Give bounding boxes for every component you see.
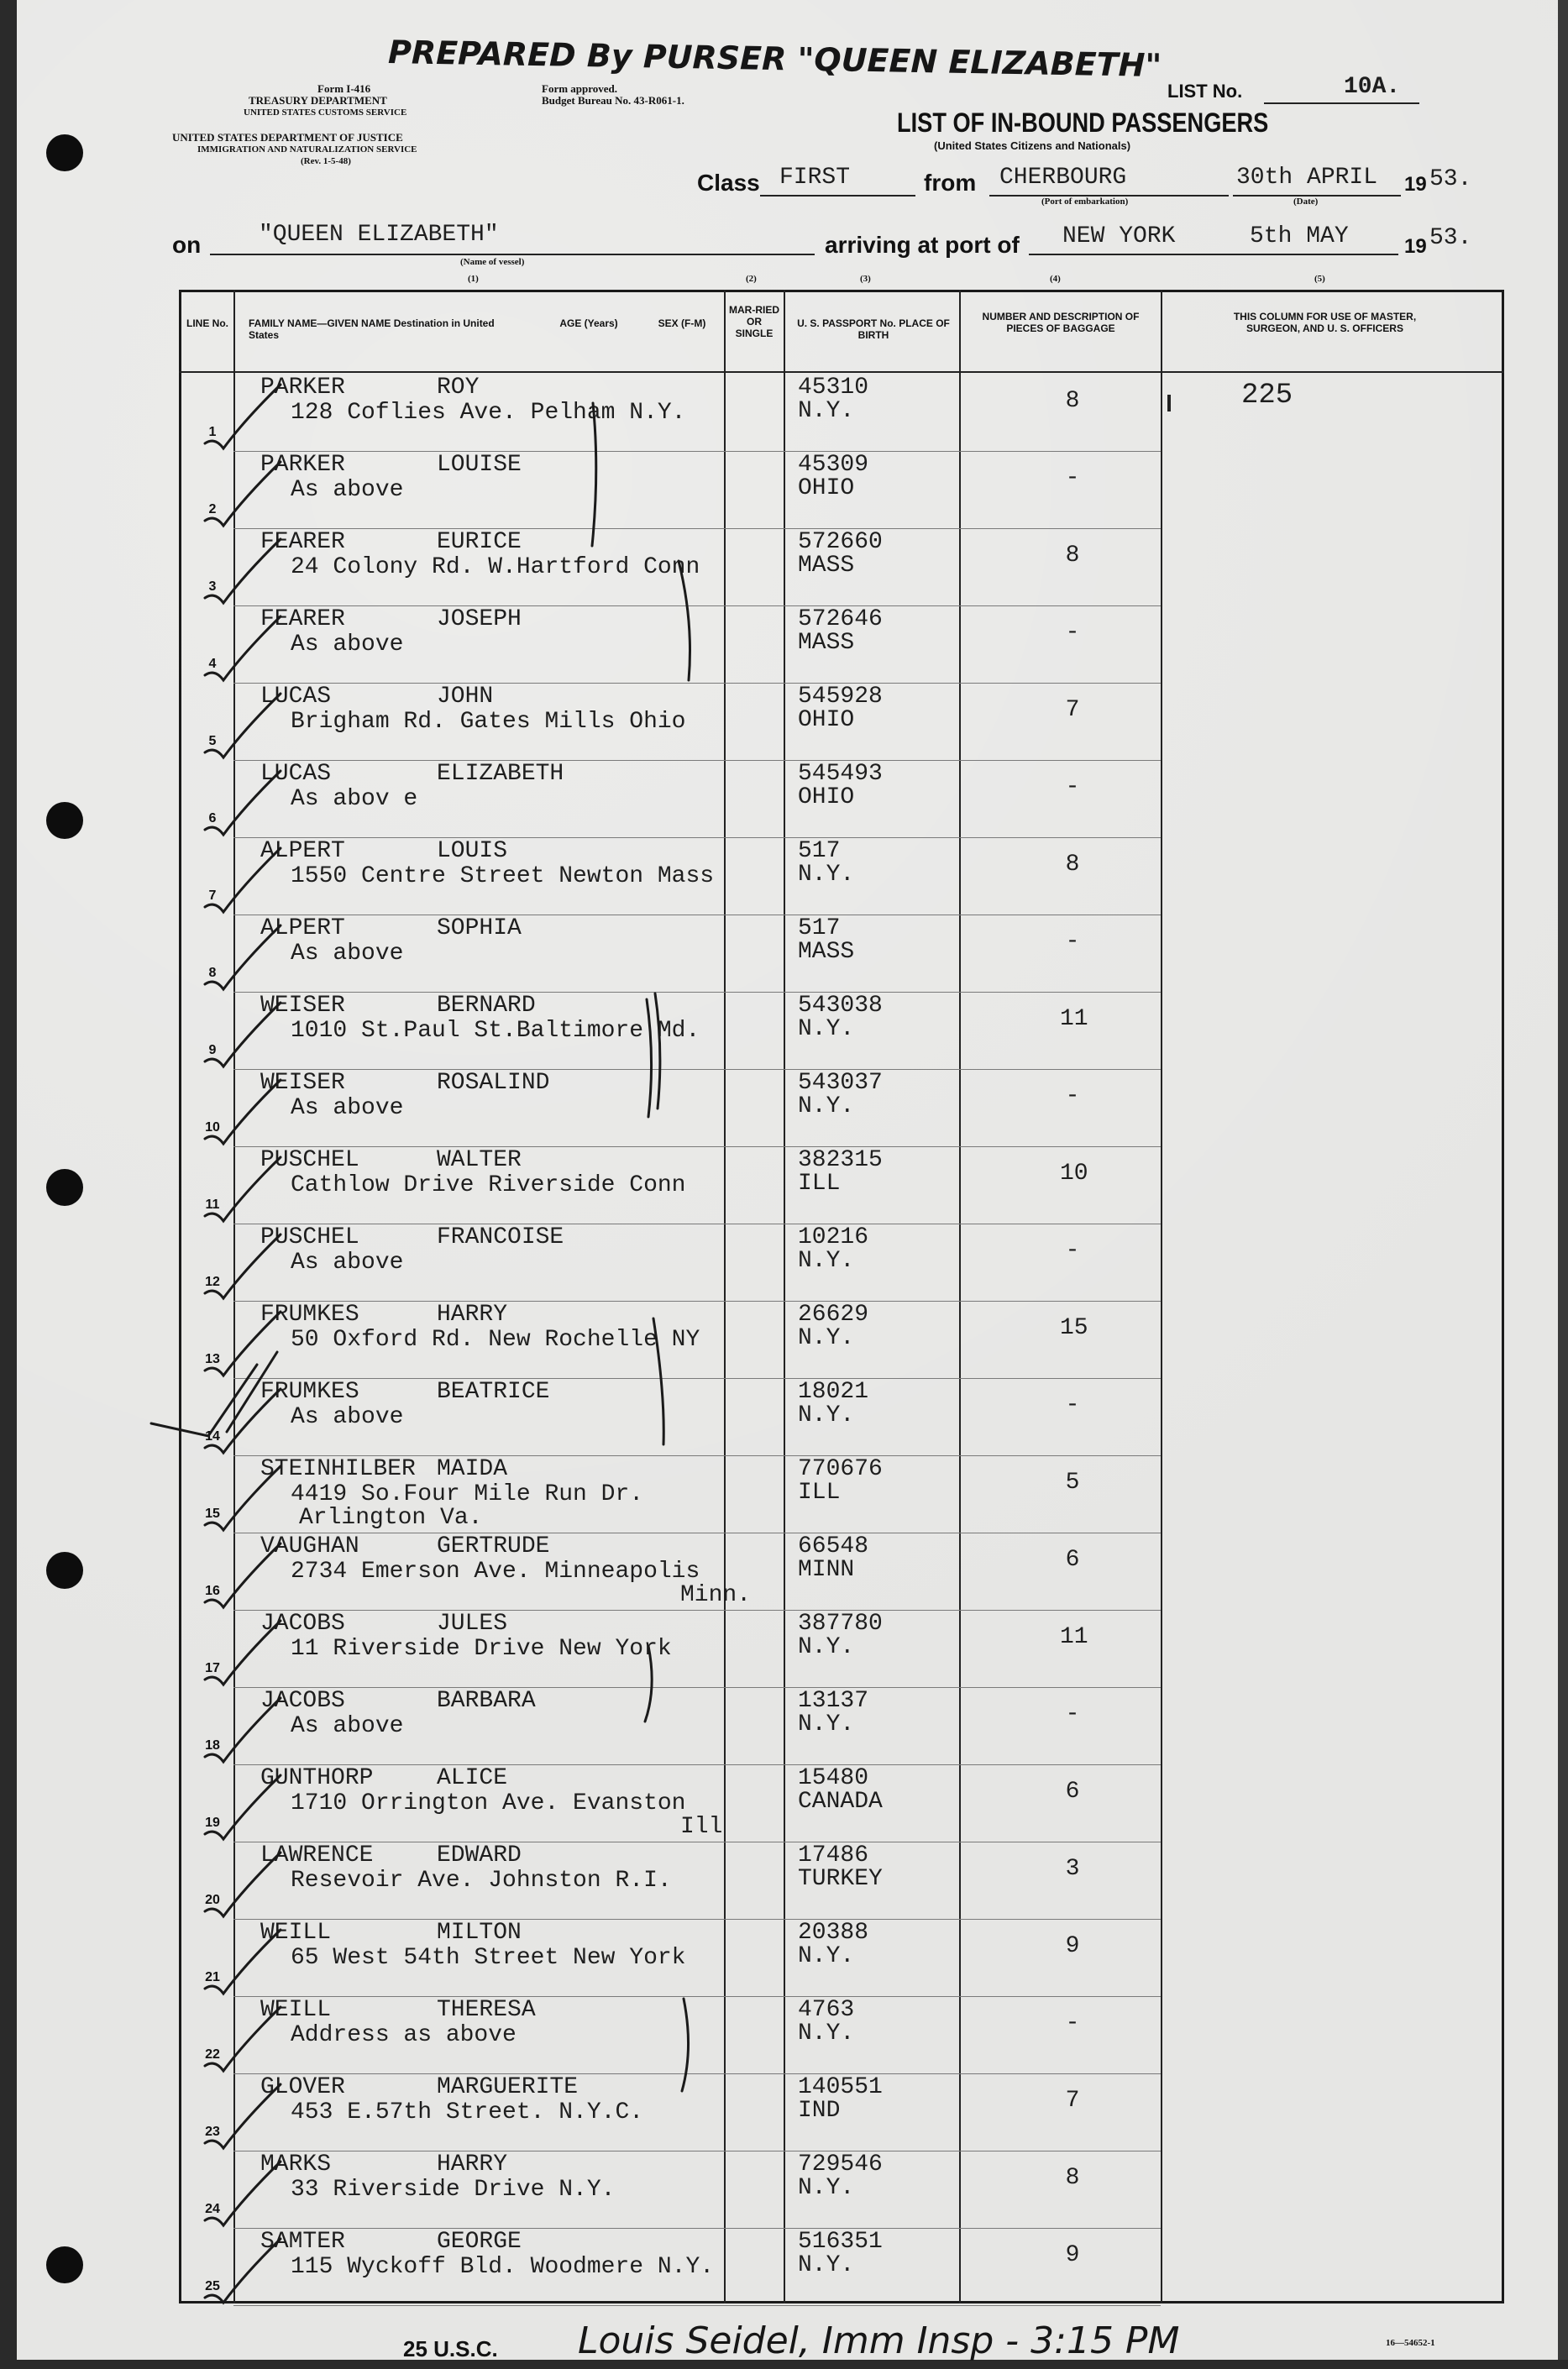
from-label: from xyxy=(924,170,977,196)
given-name: HARRY xyxy=(437,2151,508,2178)
baggage-count: 6 xyxy=(1065,1547,1080,1573)
given-name: BERNARD xyxy=(437,993,536,1019)
header-name: FAMILY NAME—GIVEN NAME Destination in United States xyxy=(249,317,495,341)
place-of-birth: N.Y. xyxy=(798,862,855,888)
line-number: 20 xyxy=(205,1893,220,1907)
destination: 65 West 54th Street New York xyxy=(291,1945,686,1971)
line-number: 1 xyxy=(208,425,217,439)
officer-note: 225 xyxy=(1241,380,1293,411)
row-divider xyxy=(233,760,1161,761)
destination: As above xyxy=(291,477,404,503)
arrival-port: NEW YORK xyxy=(1062,223,1176,249)
row-divider xyxy=(233,1996,1161,1997)
date-caption: (Date) xyxy=(1293,197,1319,207)
destination: Brigham Rd. Gates Mills Ohio xyxy=(291,709,686,735)
place-of-birth: OHIO xyxy=(798,707,855,733)
destination: 2734 Emerson Ave. Minneapolis xyxy=(291,1559,700,1585)
family-name: JACOBS xyxy=(260,1688,345,1714)
place-of-birth: N.Y. xyxy=(798,2252,855,2278)
line-number: 16 xyxy=(205,1584,220,1598)
passport-number: 572660 xyxy=(798,529,883,555)
row-divider xyxy=(233,1146,1161,1147)
destination: 128 Coflies Ave. Pelham N.Y. xyxy=(291,400,686,426)
family-name: LAWRENCE xyxy=(260,1842,374,1868)
family-name: SAMTER xyxy=(260,2229,345,2255)
place-of-birth: N.Y. xyxy=(798,1943,855,1969)
baggage-count: 9 xyxy=(1065,1933,1080,1959)
given-name: FRANCOISE xyxy=(437,1224,564,1250)
checkmark-icon xyxy=(198,2078,299,2153)
destination: As above xyxy=(291,1250,404,1276)
baggage-count: - xyxy=(1065,1392,1080,1418)
given-name: BEATRICE xyxy=(437,1379,550,1405)
place-of-birth: N.Y. xyxy=(798,398,855,424)
family-name: GLOVER xyxy=(260,2074,345,2100)
passport-number: 543037 xyxy=(798,1070,883,1096)
col-rule xyxy=(724,290,726,2303)
line-number: 15 xyxy=(205,1507,220,1521)
baggage-count: 10 xyxy=(1060,1161,1088,1187)
family-name: ALPERT xyxy=(260,838,345,864)
header-age: AGE (Years) xyxy=(559,317,618,329)
place-of-birth: TURKEY xyxy=(798,1866,883,1892)
destination: As above xyxy=(291,632,404,658)
col-rule xyxy=(1161,290,1162,2303)
baggage-count: 7 xyxy=(1065,2088,1080,2114)
baggage-count: - xyxy=(1065,1701,1080,1727)
year-prefix-2: 19 xyxy=(1404,235,1427,258)
footer-usc: 25 U.S.C. xyxy=(403,2336,498,2361)
place-of-birth: OHIO xyxy=(798,475,855,501)
passport-number: 66548 xyxy=(798,1533,869,1559)
destination-cont: Minn. xyxy=(680,1582,752,1608)
destination: As above xyxy=(291,1713,404,1739)
baggage-count: - xyxy=(1065,620,1080,646)
passport-number: 517 xyxy=(798,838,841,864)
ins-service: IMMIGRATION AND NATURALIZATION SERVICE xyxy=(197,144,417,155)
inspector-signature: Louis Seidel, Imm Insp - 3:15 PM xyxy=(578,2319,1180,2362)
family-name: WEISER xyxy=(260,993,345,1019)
line-number: 4 xyxy=(208,657,217,671)
passport-number: 387780 xyxy=(798,1611,883,1637)
given-name: WALTER xyxy=(437,1147,522,1173)
purser-annotation: PREPARED By PURSER "QUEEN ELIZABETH" xyxy=(387,33,1162,85)
baggage-count: - xyxy=(1065,1083,1080,1109)
family-name: PARKER xyxy=(260,452,345,478)
checkmark-icon xyxy=(198,1305,299,1381)
place-of-birth: N.Y. xyxy=(798,1325,855,1351)
passport-number: 729546 xyxy=(798,2151,883,2178)
baggage-count: 8 xyxy=(1065,2165,1080,2191)
passport-number: 45309 xyxy=(798,452,869,478)
row-divider xyxy=(233,1069,1161,1070)
family-name: FEARER xyxy=(260,606,345,632)
justice-dept: UNITED STATES DEPARTMENT OF JUSTICE xyxy=(172,131,403,144)
destination: 1010 St.Paul St.Baltimore Md. xyxy=(291,1018,700,1044)
family-name: PUSCHEL xyxy=(260,1224,359,1250)
line-number: 9 xyxy=(208,1043,217,1057)
passport-number: 45310 xyxy=(798,375,869,401)
checkmark-icon xyxy=(198,1769,299,1844)
place-of-birth: N.Y. xyxy=(798,2020,855,2047)
binder-hole xyxy=(46,134,83,171)
row-divider xyxy=(233,1301,1161,1302)
checkmark-icon xyxy=(198,378,299,453)
passport-number: 543038 xyxy=(798,993,883,1019)
checkmark-icon xyxy=(198,1537,299,1612)
header-sex: SEX (F-M) xyxy=(658,317,706,329)
checkmark-icon xyxy=(198,996,299,1072)
destination: As above xyxy=(291,1095,404,1121)
given-name: JOHN xyxy=(437,684,494,710)
binder-hole xyxy=(46,1552,83,1589)
checkmark-icon xyxy=(198,610,299,685)
passport-number: 10216 xyxy=(798,1224,869,1250)
line-number: 5 xyxy=(208,734,217,748)
header-divider xyxy=(179,371,1504,373)
baggage-count: 8 xyxy=(1065,388,1080,414)
line-number: 14 xyxy=(205,1429,220,1444)
line-number: 6 xyxy=(208,811,217,825)
year-prefix-1: 19 xyxy=(1404,173,1427,196)
place-of-birth: N.Y. xyxy=(798,1248,855,1274)
destination: 4419 So.Four Mile Run Dr. xyxy=(291,1481,644,1507)
checkmark-icon xyxy=(198,1923,299,1999)
list-no-label: LIST No. xyxy=(1167,81,1243,102)
vessel-caption: (Name of vessel) xyxy=(460,257,525,267)
checkmark-icon xyxy=(198,1382,299,1458)
checkmark-icon xyxy=(198,764,299,840)
place-of-birth: N.Y. xyxy=(798,1711,855,1737)
family-name: LUCAS xyxy=(260,761,332,787)
passport-number: 545928 xyxy=(798,684,883,710)
arriving-label: arriving at port of xyxy=(825,232,1020,258)
destination: 50 Oxford Rd. New Rochelle NY xyxy=(291,1327,700,1353)
line-number: 22 xyxy=(205,2047,220,2062)
line-number: 25 xyxy=(205,2279,220,2293)
place-of-birth: ILL xyxy=(798,1480,841,1506)
family-name: GUNTHORP xyxy=(260,1765,374,1791)
given-name: SOPHIA xyxy=(437,915,522,941)
line-number: 17 xyxy=(205,1661,220,1675)
line-number: 3 xyxy=(208,579,217,594)
checkmark-icon xyxy=(198,1073,299,1149)
baggage-count: - xyxy=(1065,1238,1080,1264)
port-of-embarkation: CHERBOURG xyxy=(999,165,1127,191)
arrival-underline xyxy=(1029,254,1398,255)
passport-number: 140551 xyxy=(798,2074,883,2100)
baggage-count: 6 xyxy=(1065,1779,1080,1805)
passport-number: 18021 xyxy=(798,1379,869,1405)
destination: 453 E.57th Street. N.Y.C. xyxy=(291,2099,644,2125)
passport-number: 20388 xyxy=(798,1920,869,1946)
passport-number: 17486 xyxy=(798,1842,869,1868)
destination-cont: Ill xyxy=(680,1814,723,1840)
col-number: (3) xyxy=(860,274,871,284)
baggage-count: - xyxy=(1065,929,1080,955)
passport-number: 545493 xyxy=(798,761,883,787)
destination: 1550 Centre Street Newton Mass xyxy=(291,863,715,889)
destination: Address as above xyxy=(291,2022,517,2048)
class-value: FIRST xyxy=(779,165,851,191)
line-number: 10 xyxy=(205,1120,220,1135)
given-name: ELIZABETH xyxy=(437,761,564,787)
row-divider xyxy=(233,1610,1161,1611)
revision: (Rev. 1-5-48) xyxy=(301,156,351,166)
on-label: on xyxy=(172,232,202,258)
place-of-birth: OHIO xyxy=(798,784,855,810)
arrival-date: 5th MAY xyxy=(1250,223,1349,249)
destination-cont: Arlington Va. xyxy=(299,1505,483,1531)
checkmark-icon xyxy=(198,2232,299,2308)
scan-edge-left xyxy=(0,0,17,2369)
family-name: FEARER xyxy=(260,529,345,555)
checkmark-icon xyxy=(198,1150,299,1226)
place-of-birth: N.Y. xyxy=(798,1093,855,1119)
line-number: 12 xyxy=(205,1275,220,1289)
baggage-count: 3 xyxy=(1065,1856,1080,1882)
checkmark-icon xyxy=(198,2155,299,2230)
place-of-birth: CANADA xyxy=(798,1789,883,1815)
family-name: PARKER xyxy=(260,375,345,401)
checkmark-icon xyxy=(198,2000,299,2076)
passport-number: 4763 xyxy=(798,1997,855,2023)
family-name: PUSCHEL xyxy=(260,1147,359,1173)
line-number: 7 xyxy=(208,888,217,903)
passport-number: 26629 xyxy=(798,1302,869,1328)
col-number: (4) xyxy=(1050,274,1061,284)
line-number: 13 xyxy=(205,1352,220,1366)
given-name: ROSALIND xyxy=(437,1070,550,1096)
passport-number: 517 xyxy=(798,915,841,941)
destination: 11 Riverside Drive New York xyxy=(291,1636,672,1662)
given-name: EURICE xyxy=(437,529,522,555)
given-name: ALICE xyxy=(437,1765,508,1791)
row-divider xyxy=(233,837,1161,838)
line-number: 18 xyxy=(205,1738,220,1753)
row-divider xyxy=(233,1378,1161,1379)
port-embark-caption: (Port of embarkation) xyxy=(1041,197,1129,207)
line-number: 19 xyxy=(205,1816,220,1830)
baggage-count: 7 xyxy=(1065,697,1080,723)
col-number: (5) xyxy=(1314,274,1325,284)
embark-date: 30th APRIL xyxy=(1236,165,1378,191)
passport-number: 382315 xyxy=(798,1147,883,1173)
row-divider xyxy=(233,528,1161,529)
place-of-birth: ILL xyxy=(798,1171,841,1197)
family-name: FRUMKES xyxy=(260,1302,359,1328)
given-name: THERESA xyxy=(437,1997,536,2023)
checkmark-icon xyxy=(198,1846,299,1921)
destination: 115 Wyckoff Bld. Woodmere N.Y. xyxy=(291,2254,715,2280)
baggage-count: 9 xyxy=(1065,2242,1080,2268)
row-divider xyxy=(233,2228,1161,2229)
page-title: LIST OF IN-BOUND PASSENGERS xyxy=(897,107,1269,138)
checkmark-icon xyxy=(198,1691,299,1767)
col-rule xyxy=(784,290,785,2303)
place-of-birth: N.Y. xyxy=(798,2175,855,2201)
place-of-birth: MASS xyxy=(798,553,855,579)
row-divider xyxy=(233,2305,1161,2306)
family-name: LUCAS xyxy=(260,684,332,710)
form-number: Form I-416 xyxy=(317,82,371,95)
col-number: (2) xyxy=(746,274,757,284)
passport-number: 572646 xyxy=(798,606,883,632)
destination: 24 Colony Rd. W.Hartford Conn xyxy=(291,554,700,580)
binder-hole xyxy=(46,2246,83,2283)
binder-hole xyxy=(46,1169,83,1206)
binder-hole xyxy=(46,802,83,839)
checkmark-icon xyxy=(198,687,299,763)
scan-edge-right xyxy=(1558,0,1568,2369)
checkmark-icon xyxy=(198,1614,299,1690)
checkmark-icon xyxy=(198,455,299,531)
family-name: WEILL xyxy=(260,1997,332,2023)
destination: As abov e xyxy=(291,786,418,812)
row-divider xyxy=(233,2073,1161,2074)
page-subtitle: (United States Citizens and Nationals) xyxy=(934,139,1131,152)
destination: As above xyxy=(291,1404,404,1430)
family-name: JACOBS xyxy=(260,1611,345,1637)
baggage-count: - xyxy=(1065,2010,1080,2036)
given-name: HARRY xyxy=(437,1302,508,1328)
destination: Cathlow Drive Riverside Conn xyxy=(291,1172,686,1198)
given-name: GEORGE xyxy=(437,2229,522,2255)
family-name: VAUGHAN xyxy=(260,1533,359,1559)
given-name: MARGUERITE xyxy=(437,2074,579,2100)
family-name: WEILL xyxy=(260,1920,332,1946)
given-name: JULES xyxy=(437,1611,508,1637)
destination: As above xyxy=(291,941,404,967)
budget-bureau: Budget Bureau No. 43-R061-1. xyxy=(542,94,684,107)
baggage-count: 15 xyxy=(1060,1315,1088,1341)
row-divider xyxy=(233,1919,1161,1920)
col-number: (1) xyxy=(468,274,479,284)
class-label: Class xyxy=(697,170,760,196)
class-underline xyxy=(760,195,915,197)
line-number: 23 xyxy=(205,2125,220,2139)
passport-number: 15480 xyxy=(798,1765,869,1791)
checkmark-icon xyxy=(198,919,299,994)
given-name: BARBARA xyxy=(437,1688,536,1714)
line-number: 2 xyxy=(208,502,217,516)
list-no-value: 10A. xyxy=(1344,74,1401,100)
checkmark-icon xyxy=(198,1460,299,1535)
line-number: 8 xyxy=(208,966,217,980)
line-number: 24 xyxy=(205,2202,220,2216)
passport-number: 770676 xyxy=(798,1456,883,1482)
place-of-birth: MASS xyxy=(798,939,855,965)
destination: Resevoir Ave. Johnston R.I. xyxy=(291,1868,672,1894)
baggage-count: 11 xyxy=(1060,1624,1088,1650)
header-passport: U. S. PASSPORT No. PLACE OF BIRTH xyxy=(797,317,950,341)
given-name: JOSEPH xyxy=(437,606,522,632)
baggage-count: 8 xyxy=(1065,852,1080,878)
baggage-count: 11 xyxy=(1060,1006,1088,1032)
header-baggage: NUMBER AND DESCRIPTION OF PIECES OF BAGGAGE xyxy=(982,311,1140,334)
given-name: MAIDA xyxy=(437,1456,508,1482)
baggage-count: 8 xyxy=(1065,542,1080,569)
place-of-birth: N.Y. xyxy=(798,1016,855,1042)
embark-year: 53. xyxy=(1429,166,1472,192)
baggage-count: - xyxy=(1065,774,1080,800)
family-name: STEINHILBER xyxy=(260,1456,416,1482)
place-of-birth: MASS xyxy=(798,630,855,656)
row-divider xyxy=(233,683,1161,684)
place-of-birth: N.Y. xyxy=(798,1402,855,1428)
given-name: ROY xyxy=(437,375,480,401)
checkmark-icon xyxy=(198,841,299,917)
row-divider xyxy=(233,451,1161,452)
vessel-underline xyxy=(210,254,815,255)
family-name: FRUMKES xyxy=(260,1379,359,1405)
row-divider xyxy=(233,992,1161,993)
destination: 33 Riverside Drive N.Y. xyxy=(291,2177,616,2203)
header-line-no: LINE No. xyxy=(186,317,228,329)
passport-number: 13137 xyxy=(798,1688,869,1714)
list-no-underline xyxy=(1264,102,1419,104)
header-married: MAR-RIED OR SINGLE xyxy=(729,304,779,339)
treasury-dept: TREASURY DEPARTMENT xyxy=(249,94,387,107)
row-divider xyxy=(233,1687,1161,1688)
line-number: 21 xyxy=(205,1970,220,1984)
place-of-birth: IND xyxy=(798,2098,841,2124)
passport-number: 516351 xyxy=(798,2229,883,2255)
checkmark-icon xyxy=(198,532,299,608)
given-name: EDWARD xyxy=(437,1842,522,1868)
baggage-count: 5 xyxy=(1065,1470,1080,1496)
place-of-birth: N.Y. xyxy=(798,1634,855,1660)
given-name: LOUIS xyxy=(437,838,508,864)
col-rule xyxy=(959,290,961,2303)
family-name: ALPERT xyxy=(260,915,345,941)
family-name: MARKS xyxy=(260,2151,332,2178)
officer-tick xyxy=(1167,395,1171,411)
destination: 1710 Orrington Ave. Evanston xyxy=(291,1790,686,1816)
vessel-name: "QUEEN ELIZABETH" xyxy=(259,222,499,248)
given-name: GERTRUDE xyxy=(437,1533,550,1559)
line-number: 11 xyxy=(205,1198,220,1212)
given-name: LOUISE xyxy=(437,452,522,478)
header-officers: THIS COLUMN FOR USE OF MASTER, SURGEON, AND U. S. OFFICERS xyxy=(1233,311,1417,334)
row-divider xyxy=(233,605,1161,606)
checkmark-icon xyxy=(198,1228,299,1303)
baggage-count: - xyxy=(1065,465,1080,491)
place-of-birth: MINN xyxy=(798,1557,855,1583)
given-name: MILTON xyxy=(437,1920,522,1946)
form-approved: Form approved. xyxy=(542,82,618,95)
customs-service: UNITED STATES CUSTOMS SERVICE xyxy=(244,107,407,118)
print-code: 16—54652-1 xyxy=(1386,2338,1435,2348)
arrival-year: 53. xyxy=(1429,225,1472,251)
family-name: WEISER xyxy=(260,1070,345,1096)
